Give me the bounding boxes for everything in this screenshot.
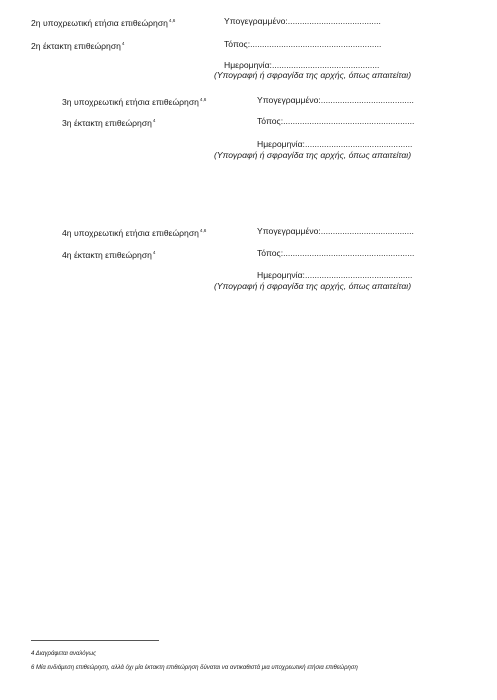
signature-note: (Υπογραφή ή σφραγίδα της αρχής, όπως απαιτείται) — [214, 281, 412, 291]
place-field: Τόπος:....................................................... — [257, 248, 415, 258]
inspection-line — [62, 94, 206, 108]
footnote-ref: 4,6 — [168, 18, 176, 23]
footnote-4: 4 Διαγράφεται αναλόγως — [31, 651, 97, 657]
extra-inspection-line — [62, 247, 155, 261]
signed-field: Υπογεγραμμένο:....................................... — [257, 226, 414, 236]
extra-inspection-label: 3η έκτακτη επιθεώρηση — [62, 118, 152, 128]
inspection-line — [31, 15, 175, 29]
extra-inspection-label: 2η έκτακτη επιθεώρηση — [31, 41, 121, 51]
date-field: Ημερομηνία:............................................. — [257, 270, 413, 280]
footnote-ref: 4,6 — [199, 228, 207, 233]
place-field: Τόπος:....................................................... — [257, 116, 415, 126]
inspection-label: 4η υποχρεωτική ετήσια επιθεώρηση — [62, 228, 199, 238]
extra-inspection-line — [62, 115, 155, 129]
extra-inspection-line — [31, 38, 124, 52]
inspection-line — [62, 225, 206, 239]
place-field: Τόπος:....................................................... — [224, 39, 382, 49]
footnote-ref: 4 — [152, 118, 156, 123]
date-field: Ημερομηνία:............................................. — [257, 139, 413, 149]
signed-field: Υπογεγραμμένο:....................................... — [257, 95, 414, 105]
footnote-ref: 4,6 — [199, 97, 207, 102]
footnote-ref: 4 — [121, 41, 125, 46]
inspection-label: 3η υποχρεωτική ετήσια επιθεώρηση — [62, 97, 199, 107]
extra-inspection-label: 4η έκτακτη επιθεώρηση — [62, 250, 152, 260]
signature-note: (Υπογραφή ή σφραγίδα της αρχής, όπως απαιτείται) — [214, 70, 412, 80]
signed-field: Υπογεγραμμένο:....................................... — [224, 16, 381, 26]
signature-note: (Υπογραφή ή σφραγίδα της αρχής, όπως απαιτείται) — [214, 150, 412, 160]
footnote-ref: 4 — [152, 250, 156, 255]
footnote-separator — [31, 640, 159, 641]
inspection-label: 2η υποχρεωτική ετήσια επιθεώρηση — [31, 18, 168, 28]
date-field: Ημερομηνία:............................................. — [224, 60, 380, 70]
footnote-6: 6 Μία ενδιάμεση επιθεώρηση, αλλά όχι μία έκτακτη επιθεώρηση δύναται να αντικαθιστά μια υποχρεωτική ετήσια επιθεώρηση — [31, 665, 358, 671]
